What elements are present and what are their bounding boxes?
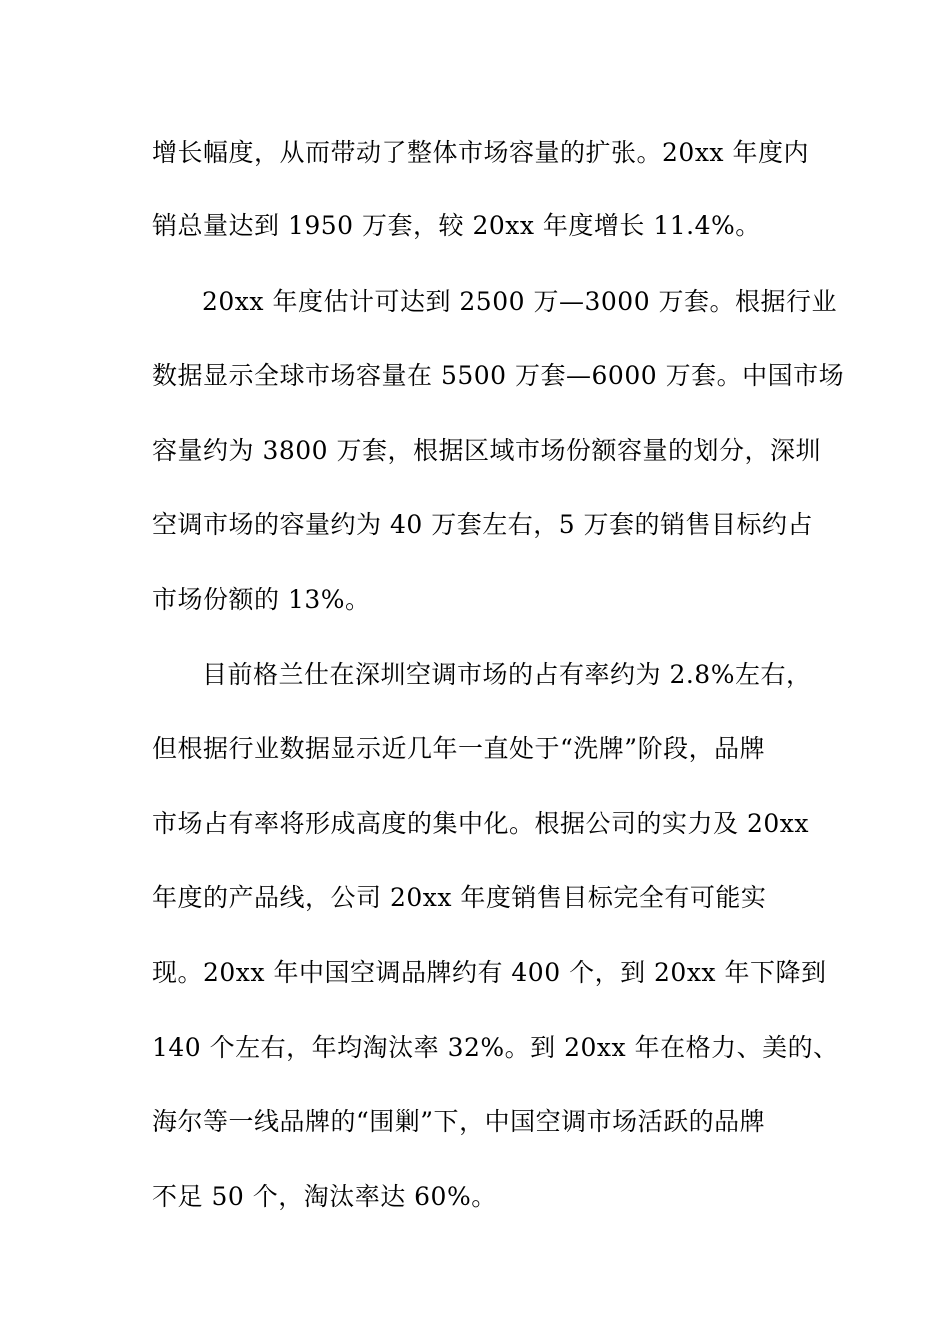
text-line: 海尔等一线品牌的“围剿”下，中国空调市场活跃的品牌 <box>152 1107 766 1136</box>
text-line: 数据显示全球市场容量在 5500 万套—6000 万套。中国市场 <box>152 361 845 390</box>
text-line: 现。20xx 年中国空调品牌约有 400 个，到 20xx 年下降到 <box>152 958 827 987</box>
text-line: 增长幅度，从而带动了整体市场容量的扩张。20xx 年度内 <box>152 138 809 167</box>
text-line: 140 个左右，年均淘汰率 32%。到 20xx 年在格力、美的、 <box>152 1033 839 1062</box>
text-line: 但根据行业数据显示近几年一直处于“洗牌”阶段，品牌 <box>152 734 766 763</box>
text-line: 20xx 年度估计可达到 2500 万—3000 万套。根据行业 <box>202 287 838 316</box>
text-line: 不足 50 个，淘汰率达 60%。 <box>152 1182 497 1211</box>
text-line: 年度的产品线，公司 20xx 年度销售目标完全有可能实 <box>152 883 767 912</box>
text-line: 销总量达到 1950 万套，较 20xx 年度增长 11.4%。 <box>152 211 761 240</box>
text-line: 目前格兰仕在深圳空调市场的占有率约为 2.8%左右， <box>202 660 812 689</box>
text-line: 空调市场的容量约为 40 万套左右，5 万套的销售目标约占 <box>152 510 814 539</box>
text-line: 市场份额的 13%。 <box>152 585 371 614</box>
text-line: 容量约为 3800 万套，根据区域市场份额容量的划分，深圳 <box>152 436 822 465</box>
text-line: 市场占有率将形成高度的集中化。根据公司的实力及 20xx <box>152 809 809 838</box>
